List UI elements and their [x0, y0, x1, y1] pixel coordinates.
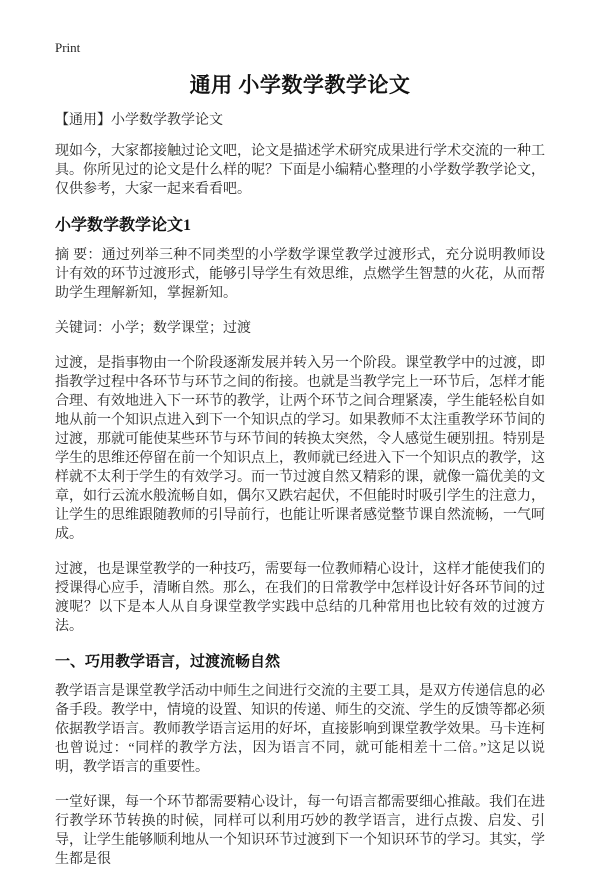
body-paragraph-2: 过渡，也是课堂教学的一种技巧，需要每一位教师精心设计，这样才能使我们的授课得心应手，清晰自然。那么，在我们的日常教学中怎样设计好各环节间的过渡呢？以下是本人从自身课堂教学实践中总结的几种常用也比较有效的过渡方法。: [55, 562, 545, 634]
article-tagline: 【通用】小学数学教学论文: [55, 113, 223, 128]
section-heading-method-1: 一、巧用教学语言，过渡流畅自然: [55, 654, 281, 670]
section-heading-essay-1: 小学数学教学论文1: [55, 217, 192, 234]
keywords-line: 关键词：小学；数学课堂；过渡: [55, 321, 251, 336]
abstract-paragraph: 摘 要：通过列举三种不同类型的小学数学课堂教学过渡形式，充分说明教师设计有效的环节过渡形式，能够引导学生有效思维，点燃学生智慧的火花，从而帮助学生理解新知，掌握新知。: [55, 248, 545, 301]
body-paragraph-3: 教学语言是课堂教学活动中师生之间进行交流的主要工具，是双方传递信息的必备手段。教学中，情境的设置、知识的传递、师生的交流、学生的反馈等都必须依据教学语言。教师教学语言运用的好坏，直接影响到课堂教学效果。马卡连柯也曾说过：“同样的教学方法，因为语言不同，就可能相差十二倍。”这足以说明，教学语言的重要性。: [55, 684, 545, 775]
body-paragraph-4: 一堂好课，每一个环节都需要精心设计，每一句语言都需要细心推敲。我们在进行教学环节转换的时候，同样可以利用巧妙的教学语言，进行点拨、启发、引导，让学生能够顺利地从一个知识环节过渡到下一个知识环节的学习。其实，学生都是很: [55, 795, 545, 867]
print-link[interactable]: Print: [55, 40, 81, 55]
page-title: 通用 小学数学教学论文: [189, 73, 411, 97]
body-paragraph-1: 过渡，是指事物由一个阶段逐渐发展并转入另一个阶段。课堂教学中的过渡，即指教学过程中各环节与环节之间的衔接。也就是当教学完上一环节后，怎样才能合理、有效地进入下一环节的教学，让两个环节之间合理紧凑，学生能轻松自如地从前一个知识点进入到下一个知识点的学习。如果教师不太注重教学环节间的过渡，那就可能使某些环节与环节间的转换太突然，令人感觉生硬别扭。特别是学生的思维还停留在前一个知识点上，教师就已经进入下一个知识点的教学，这样就不太利于学生的有效学习。而一节过渡自然又精彩的课，就像一篇优美的文章，如行云流水般流畅自如，偶尔又跌宕起伏，不但能时时吸引学生的注意力，让学生的思维跟随教师的引导前行，也能让听课者感觉整节课自然流畅，一气呵成。: [55, 356, 545, 542]
intro-paragraph: 现如今，大家都接触过论文吧，论文是描述学术研究成果进行学术交流的一种工具。你所见过的论文是什么样的呢？下面是小编精心整理的小学数学教学论文，仅供参考，大家一起来看看吧。: [55, 144, 545, 197]
